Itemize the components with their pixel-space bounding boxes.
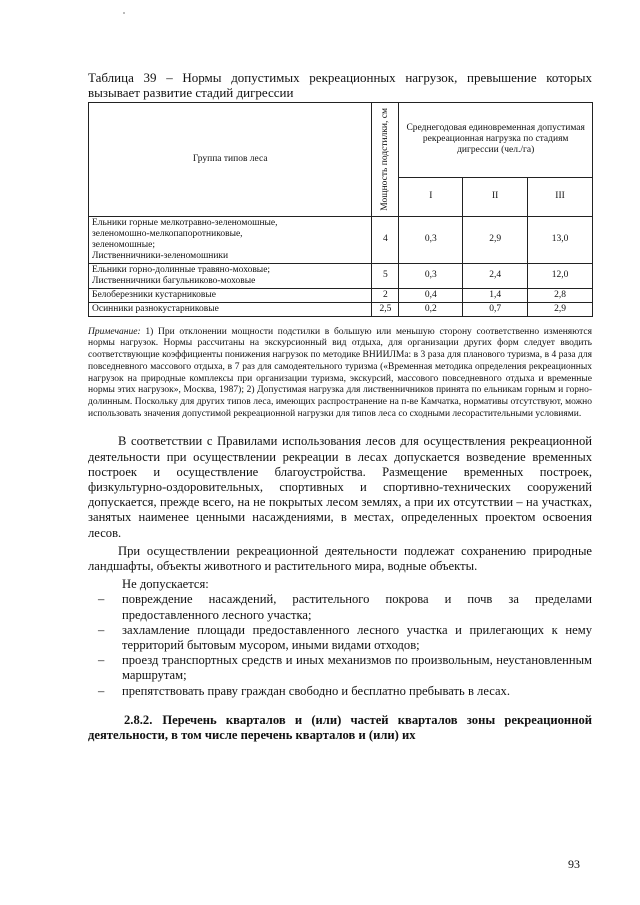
header-stage-2: II	[463, 177, 528, 216]
dash-mark: –	[98, 622, 105, 637]
row-group	[89, 263, 372, 288]
dash-mark: –	[98, 592, 105, 607]
row-group-line: зеленомошно-мелкопапоротниковые,	[92, 228, 243, 239]
row-thickness: 4	[372, 216, 399, 263]
row-stage-2: 1,4	[463, 288, 528, 302]
header-stage-3: III	[528, 177, 593, 216]
paragraph-2: При осуществлении рекреационной деятельности подлежат сохранению природные ландшафты, объекты животного и растительного мира, водные объекты.	[88, 543, 592, 573]
row-group-line: Лиственничники багульниково-моховые	[92, 275, 256, 286]
header-thickness	[372, 103, 399, 217]
list-item	[88, 653, 592, 683]
prohibited-list	[88, 592, 592, 698]
section-heading	[88, 713, 592, 743]
row-group-line: Белоберезники кустарниковые	[92, 289, 216, 300]
row-stage-1: 0,3	[399, 263, 463, 288]
table-row	[89, 263, 593, 288]
header-group: Группа типов леса	[89, 103, 372, 217]
row-stage-3: 2,9	[528, 302, 593, 316]
row-group	[89, 302, 372, 316]
row-group-line: зеленомошные;	[92, 239, 155, 250]
document-page	[88, 70, 592, 743]
row-stage-1: 0,4	[399, 288, 463, 302]
dash-mark: –	[98, 683, 105, 698]
row-group-line: Ельники горно-долинные травяно-моховые;	[92, 264, 271, 275]
list-item-text: повреждение насаждений, растительного покрова и почв за пределами предоставленного лесного участка;	[122, 592, 592, 622]
note-text: 1) При отклонении мощности подстилки в большую или меньшую сторону соответственно изменяются нормы нагрузок. Нормы рассчитаны на экскурсионный вид отдыха, для организации других форм следует вводить соответствующие коэффициенты понижения нагрузок по методике ВНИИЛМа: в 3 раза для планового туризма, в 4 раза для повседневного массового отдыха, в 7 раз для самодеятельного туризма («Временная методика определения рекреационных нагрузок на природные комплексы при организации туризма, экскурсий, массового повседневного отдыха и временные нормы этих нагрузок», Москва, 1987); 2) Допустимая нагрузка для лиственничников принята по ельникам горным и горно-долинным. Поскольку для других типов леса, имеющих распространение на п-ве Камчатка, нормативы отсутствуют, можно использовать значения допустимой рекреационной нагрузки для типов леса со сходными лесорастительными условиями.	[88, 326, 592, 419]
row-stage-3: 2,8	[528, 288, 593, 302]
row-stage-3: 12,0	[528, 263, 593, 288]
recreation-load-table	[88, 102, 593, 317]
row-group	[89, 216, 372, 263]
table-row	[89, 288, 593, 302]
section-number: 2.8.2.	[124, 712, 153, 727]
table-note	[88, 327, 592, 421]
header-load: Среднегодовая единовременная допустимая рекреационная нагрузка по стадиям дигрессии (чел./га)	[399, 103, 593, 178]
scan-speck	[123, 12, 125, 14]
row-thickness: 5	[372, 263, 399, 288]
table-row	[89, 216, 593, 263]
not-allowed-label: Не допускается:	[122, 577, 209, 592]
table-row	[89, 302, 593, 316]
section-title: Перечень кварталов и (или) частей кварталов зоны рекреационной деятельности, в том числе перечень кварталов и (или) их	[88, 712, 592, 742]
header-thickness-text: Мощность подстилки, см	[379, 108, 390, 211]
row-stage-2: 2,4	[463, 263, 528, 288]
row-stage-2: 2,9	[463, 216, 528, 263]
row-group-line: Осинники разнокустарниковые	[92, 303, 219, 314]
note-lead: Примечание:	[88, 326, 141, 337]
header-stage-1: I	[399, 177, 463, 216]
list-item	[88, 592, 592, 622]
list-item	[88, 623, 592, 653]
row-group	[89, 288, 372, 302]
list-item-text: захламление площади предоставленного лесного участка и прилегающих к нему территорий бытовым мусором, иными видами отходов;	[122, 622, 592, 652]
row-stage-2: 0,7	[463, 302, 528, 316]
list-item-text: проезд транспортных средств и иных механизмов по произвольным, неустановленным маршрутам;	[122, 653, 592, 683]
row-group-line: Ельники горные мелкотравно-зеленомошные,	[92, 217, 278, 228]
row-group-line: Лиственничники-зеленомошники	[92, 250, 229, 261]
paragraph-1: В соответствии с Правилами использования лесов для осуществления рекреационной деятельности при осуществлении рекреации в лесах допускается возведение временных построек и осуществление благоустройства. Размещение временных построек, физкультурно-оздоровительных, спортивных и спортивно-технических сооружений допускается, прежде всего, на не покрытых лесом землях, а при их отсутствии – на участках, занятых наименее ценными насаждениями, в местах, определенных проектом освоения лесов.	[88, 434, 592, 540]
list-item-text: препятствовать праву граждан свободно и бесплатно пребывать в лесах.	[122, 683, 511, 698]
row-stage-1: 0,2	[399, 302, 463, 316]
dash-mark: –	[98, 653, 105, 668]
list-item	[88, 684, 592, 699]
row-stage-3: 13,0	[528, 216, 593, 263]
table-caption: Таблица 39 – Нормы допустимых рекреационных нагрузок, превышение которых вызывает развитие стадий дигрессии	[88, 70, 592, 100]
row-thickness: 2	[372, 288, 399, 302]
row-thickness: 2,5	[372, 302, 399, 316]
page-number: 93	[568, 857, 580, 871]
row-stage-1: 0,3	[399, 216, 463, 263]
